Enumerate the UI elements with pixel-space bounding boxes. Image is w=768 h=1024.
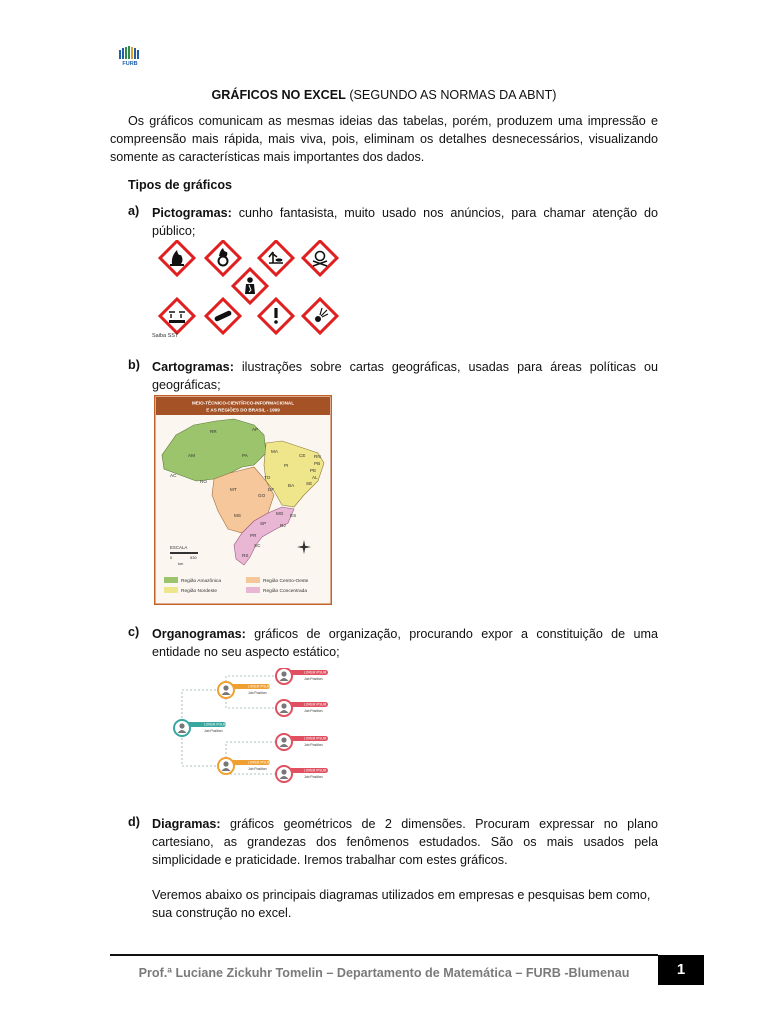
org-leaf-2-position: Job Position: [304, 709, 323, 713]
item-a-lead: Pictogramas:: [152, 206, 232, 220]
state-rj: RJ: [280, 523, 286, 528]
state-sc: SC: [254, 543, 261, 548]
state-es: ES: [290, 513, 297, 518]
map-title-line2: E AS REGIÕES DO BRASIL - 1999: [206, 407, 280, 413]
skull-crossbones-icon: [303, 241, 337, 275]
state-ce: CE: [299, 453, 306, 458]
item-d-marker: d): [128, 815, 140, 829]
footer-rule: [110, 954, 658, 956]
state-am: AM: [188, 453, 195, 458]
org-node-leaf-2: [276, 700, 328, 716]
org-node-leaf-4: [276, 766, 328, 782]
map-title-line1: MEIO-TÉCNICO-CIENTÍFICO-INFORMACIONAL: [191, 400, 295, 406]
corrosion-icon: [160, 299, 194, 333]
org-leaf-4-name: LOREM IPSUM: [304, 768, 327, 773]
state-rr: RR: [210, 429, 217, 434]
state-ms: MS: [234, 513, 241, 518]
org-node-middle-2: [218, 758, 271, 774]
legend-swatch-amazonica: [164, 577, 178, 583]
org-middle-2-position: Job Position: [248, 767, 267, 771]
item-a-body: cunho fantasista, muito usado nos anúncios, para chamar atenção do público;: [152, 206, 658, 238]
map-scale-end: 530: [190, 555, 197, 560]
state-pb: PB: [314, 461, 321, 466]
state-ac: AC: [170, 473, 177, 478]
state-df: DF: [268, 487, 275, 492]
pictogram-figure: [148, 240, 348, 340]
org-leaf-2-name: LOREM IPSUM: [304, 702, 327, 707]
legend-label-concentrada: Região Concentrada: [263, 589, 308, 594]
state-mt: MT: [230, 487, 237, 492]
logo-bars: [119, 46, 139, 59]
environment-icon: [259, 241, 293, 275]
legend-swatch-centro-oeste: [246, 577, 260, 583]
map-scale-unit: km: [178, 561, 184, 566]
state-pr: PR: [250, 533, 257, 538]
org-node-leaf-1: [276, 668, 328, 684]
org-leaf-4-position: Job Position: [304, 775, 323, 779]
state-ro: RO: [200, 479, 207, 484]
state-rn: RN: [314, 454, 321, 459]
state-ma: MA: [271, 449, 278, 454]
org-leaf-3-position: Job Position: [304, 743, 323, 747]
item-b-body: ilustrações sobre cartas geográficas, usadas para áreas políticas ou geográficas;: [152, 360, 658, 392]
footer-text: Prof.ª Luciane Zickuhr Tomelin – Departamento de Matemática – FURB -Blumenau: [138, 966, 630, 980]
item-c-body: gráficos de organização, procurando expor a constituição de uma entidade no seu aspecto estático;: [152, 627, 658, 659]
page-title-bold: GRÁFICOS NO EXCEL: [211, 88, 346, 102]
item-b-marker: b): [128, 358, 140, 372]
item-d-body: gráficos geométricos de 2 dimensões. Procuram expressar no plano cartesiano, as grandezas dos fenômenos estudados. São os mais usados pela simplicidade e praticidade. Iremos trabalhar com estes gráficos.: [152, 817, 658, 867]
org-leaf-1-position: Job Position: [304, 677, 323, 681]
item-c-text: [152, 625, 658, 661]
legend-label-centro-oeste: Região Centro-Oeste: [263, 579, 309, 584]
item-a-marker: a): [128, 204, 140, 218]
org-root-name: LOREM IPSUM: [204, 722, 227, 727]
state-pa: PA: [242, 453, 248, 458]
item-b-lead: Cartogramas:: [152, 360, 234, 374]
org-leaf-1-name: LOREM IPSUM: [304, 670, 327, 675]
state-se: SE: [306, 481, 313, 486]
state-rs: RS: [242, 553, 249, 558]
org-node-root: [174, 720, 227, 736]
legend-swatch-concentrada: [246, 587, 260, 593]
state-pi: PI: [284, 463, 289, 468]
legend-label-amazonica: Região Amazônica: [181, 579, 221, 584]
map-scale-label: ESCALA: [170, 545, 188, 550]
page-title-rest: (SEGUNDO AS NORMAS DA ABNT): [345, 88, 557, 102]
legend-label-nordeste: Região Nordeste: [181, 589, 217, 594]
organogram-figure: [168, 668, 334, 788]
map-scale-start: 0: [170, 555, 173, 560]
pictogram-caption: Saiba SST: [152, 333, 179, 339]
org-middle-2-name: LOREM IPSUM: [248, 760, 271, 765]
gas-cylinder-icon: [206, 299, 240, 333]
legend-swatch-nordeste: [164, 587, 178, 593]
item-d-lead: Diagramas:: [152, 817, 221, 831]
item-b-text: [152, 358, 658, 394]
state-mg: MG: [276, 511, 284, 516]
org-root-position: Job Position: [204, 729, 223, 733]
intro-paragraph: Os gráficos comunicam as mesmas ideias das tabelas, porém, produzem uma impressão e compreensão mais rápida, mais viva, pois, eliminam os detalhes desnecessários, visualizando somente as características mais importantes dos dados.: [110, 114, 658, 164]
section-heading: Tipos de gráficos: [128, 178, 233, 192]
state-ap: AP: [252, 427, 259, 432]
item-c-marker: c): [128, 625, 140, 639]
state-go: GO: [258, 493, 266, 498]
page-title: [110, 86, 658, 104]
health-hazard-icon: [233, 269, 267, 303]
exclamation-icon: [259, 299, 293, 333]
org-node-middle-1: [218, 682, 271, 698]
item-c-lead: Organogramas:: [152, 627, 246, 641]
item-a-text: [152, 204, 658, 240]
state-sp: SP: [260, 521, 267, 526]
map-scale-bar: [170, 552, 198, 554]
closing-paragraph: Veremos abaixo os principais diagramas utilizados em empresas e pesquisas bem como, sua construção no excel.: [152, 888, 651, 920]
state-al: AL: [312, 475, 318, 480]
logo-text: FURB: [122, 61, 138, 66]
explosion-icon: [303, 299, 337, 333]
org-middle-1-name: LOREM IPSUM: [248, 684, 271, 689]
furb-logo: [112, 44, 148, 66]
flame-icon: [160, 241, 194, 275]
page-number: 1: [658, 955, 704, 985]
item-d-text: [152, 815, 658, 869]
org-node-leaf-3: [276, 734, 328, 750]
org-middle-1-position: Job Position: [248, 691, 267, 695]
state-pe: PE: [310, 468, 317, 473]
state-to: TO: [264, 475, 271, 480]
flame-over-circle-icon: [206, 241, 240, 275]
org-leaf-3-name: LOREM IPSUM: [304, 736, 327, 741]
cartogram-map: [154, 395, 332, 605]
state-ba: BA: [288, 483, 295, 488]
